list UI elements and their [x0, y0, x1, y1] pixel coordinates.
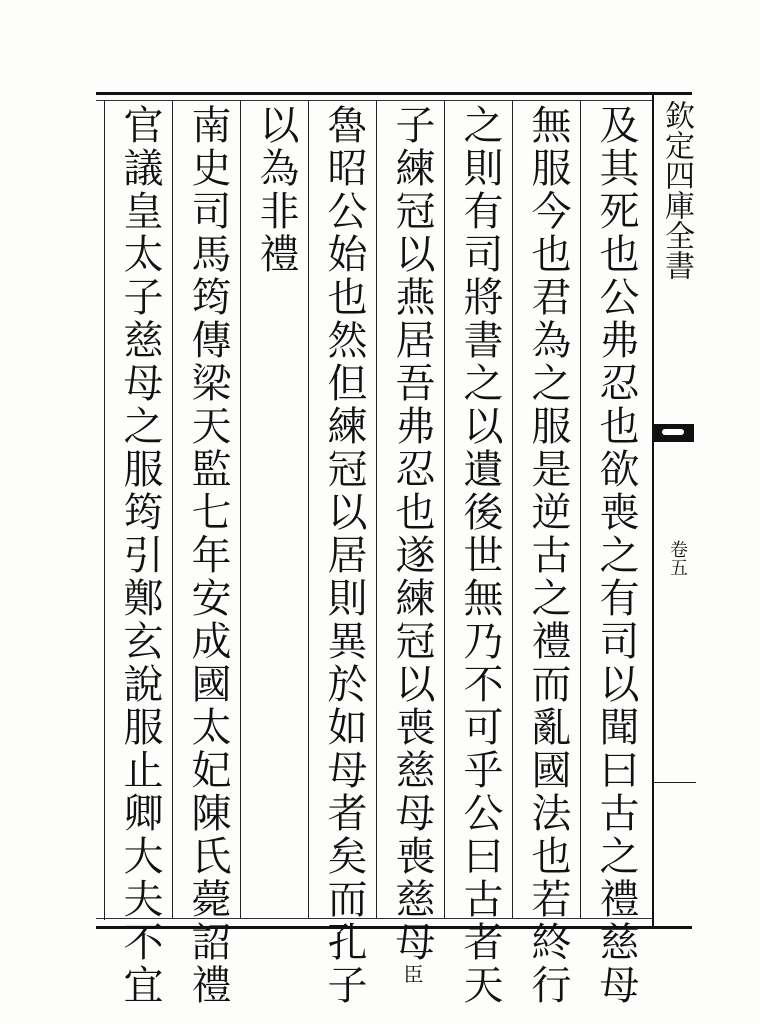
column-divider [444, 100, 445, 918]
margin-band [652, 92, 696, 928]
column-divider [240, 100, 241, 918]
text-column-6 [244, 104, 308, 918]
column-text: 南史司馬筠傳梁天監七年安成國太妃陳氏薨詔禮 [185, 104, 231, 1007]
text-column-4 [380, 104, 444, 984]
text-column-1 [584, 104, 648, 1007]
column-text: 以為非禮 [253, 104, 299, 276]
text-column-5 [312, 104, 376, 1007]
juan-number: 卷五 [667, 540, 688, 576]
left-border [104, 100, 105, 920]
column-divider [512, 100, 513, 918]
top-inner-border [96, 100, 652, 101]
annotation-note: 臣 [400, 964, 424, 984]
text-column-2 [516, 104, 580, 1007]
text-column-8 [108, 104, 172, 1007]
column-text: 之則有司將書之以遺後世無乃不可乎公曰古者天 [457, 104, 503, 1007]
column-text: 及其死也公弗忍也欲喪之有司以聞曰古之禮慈母 [593, 104, 639, 1007]
column-divider [172, 100, 173, 918]
column-text: 子練冠以燕居吾弗忍也遂練冠以喪慈母喪慈母 [389, 104, 435, 964]
column-text: 官議皇太子慈母之服筠引鄭玄說服止卿大夫不宜 [117, 104, 163, 1007]
column-text: 魯昭公始也然但練冠以居則異於如母者矣而孔子 [321, 104, 367, 1007]
fish-tail-mark [654, 424, 694, 442]
book-title: 欽定四庫全書 [659, 100, 694, 280]
text-column-3 [448, 104, 512, 1007]
top-border [96, 92, 692, 95]
column-divider [308, 100, 309, 918]
band-divider [654, 782, 696, 783]
column-divider [376, 100, 377, 918]
column-divider [580, 100, 581, 918]
column-text: 無服今也君為之服是逆古之禮而亂國法也若終行 [525, 104, 571, 1007]
text-column-7 [176, 104, 240, 1007]
